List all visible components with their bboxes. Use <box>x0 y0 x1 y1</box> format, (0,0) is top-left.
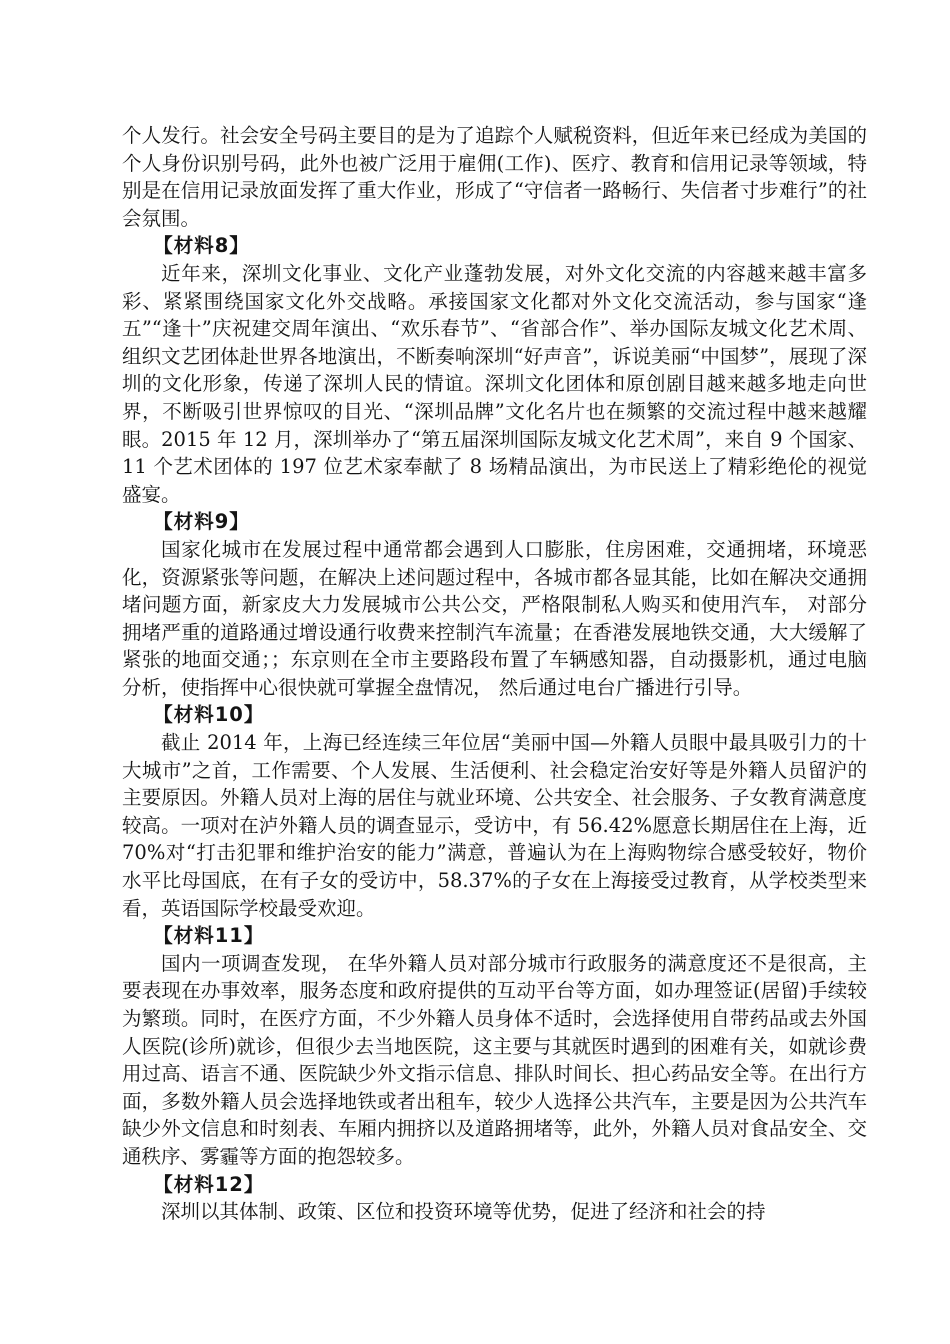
material-11-heading: 【材料11】 <box>153 924 265 948</box>
document-page <box>122 122 867 1226</box>
material-9-heading: 【材料9】 <box>153 510 250 534</box>
material-8-heading: 【材料8】 <box>153 234 250 258</box>
material-10-paragraph: 截止 2014 年，上海已经连续三年位居“美丽中国—外籍人员眼中最具吸引力的十大城市”之首，工作需要、个人发展、生活便利、社会稳定治安好等是外籍人员留沪的主要原因。外籍人员对上海的居住与就业环境、公共安全、社会服务、子女教育满意度较高。一项对在泸外籍人员的调查显示，受访中，有 56.42%愿意长期居住在上海，近 70%对“打击犯罪和维护治安的能力”满意，普遍认为在上海购物综合感受较好，物价水平比母国底，在有子女的受访中，58.37%的子女在上海接受过教育，从学校类型来看，英语国际学校最受欢迎。 <box>122 731 867 920</box>
material-12-paragraph: 深圳以其体制、政策、区位和投资环境等优势，促进了经济和社会的持 <box>161 1200 766 1224</box>
material-8-paragraph: 近年来，深圳文化事业、文化产业蓬勃发展，对外文化交流的内容越来越丰富多彩、紧紧围绕国家文化外交战略。承接国家文化都对外文化交流活动，参与国家“逢五”“逢十”庆祝建交周年演出、“欢乐春节”、“省部合作”、举办国际友城文化艺术周、组织文艺团体赴世界各地演出，不断奏响深圳“好声音”，诉说美丽“中国梦”，展现了深圳的文化形象，传递了深圳人民的情谊。深圳文化团体和原创剧目越来越多地走向世界，不断吸引世界惊叹的目光、“深圳品牌”文化名片也在频繁的交流过程中越来越耀眼。2015 年 12 月，深圳举办了“第五届深圳国际友城文化艺术周”，来自 9 个国家、11 个艺术团体的 197 位艺术家奉献了 8 场精品演出，为市民送上了精彩绝伦的视觉盛宴。 <box>122 261 867 506</box>
material-10-heading: 【材料10】 <box>153 703 265 727</box>
paragraph-continued: 个人发行。社会安全号码主要目的是为了追踪个人赋税资料，但近年来已经成为美国的个人身份识别号码，此外也被广泛用于雇佣(工作)、医疗、教育和信用记录等领域，特别是在信用记录放面发挥了重大作业，形成了“守信者一路畅行、失信者寸步难行”的社会氛围。 <box>122 124 867 230</box>
material-12-heading: 【材料12】 <box>153 1172 265 1196</box>
material-11-paragraph: 国内一项调查发现， 在华外籍人员对部分城市行政服务的满意度还不是很高，主要表现在办事效率，服务态度和政府提供的互动平台等方面，如办理签证(居留)手续较为繁琐。同时，在医疗方面，不少外籍人员身体不适时，会选择使用自带药品或去外国人医院(诊所)就诊，但很少去当地医院，这主要与其就医时遇到的困难有关，如就诊费用过高、语言不通、医院缺少外文指示信息、排队时间长、担心药品安全等。在出行方面，多数外籍人员会选择地铁或者出租车，较少人选择公共汽车，主要是因为公共汽车缺少外文信息和时刻表、车厢内拥挤以及道路拥堵等，此外，外籍人员对食品安全、交通秩序、雾霾等方面的抱怨较多。 <box>122 951 867 1168</box>
material-9-paragraph: 国家化城市在发展过程中通常都会遇到人口膨胀，住房困难，交通拥堵，环境恶化，资源紧张等问题，在解决上述问题过程中，各城市都各显其能，比如在解决交通拥堵问题方面，新家皮大力发展城市公共公交，严格限制私人购买和使用汽车， 对部分拥堵严重的道路通过增设通行收费来控制汽车流量；在香港发展地铁交通，大大缓解了紧张的地面交通；；东京则在全市主要路段布置了车辆感知器，自动摄影机，通过电脑分析，使指挥中心很快就可掌握全盘情况， 然后通过电台广播进行引导。 <box>122 537 867 699</box>
